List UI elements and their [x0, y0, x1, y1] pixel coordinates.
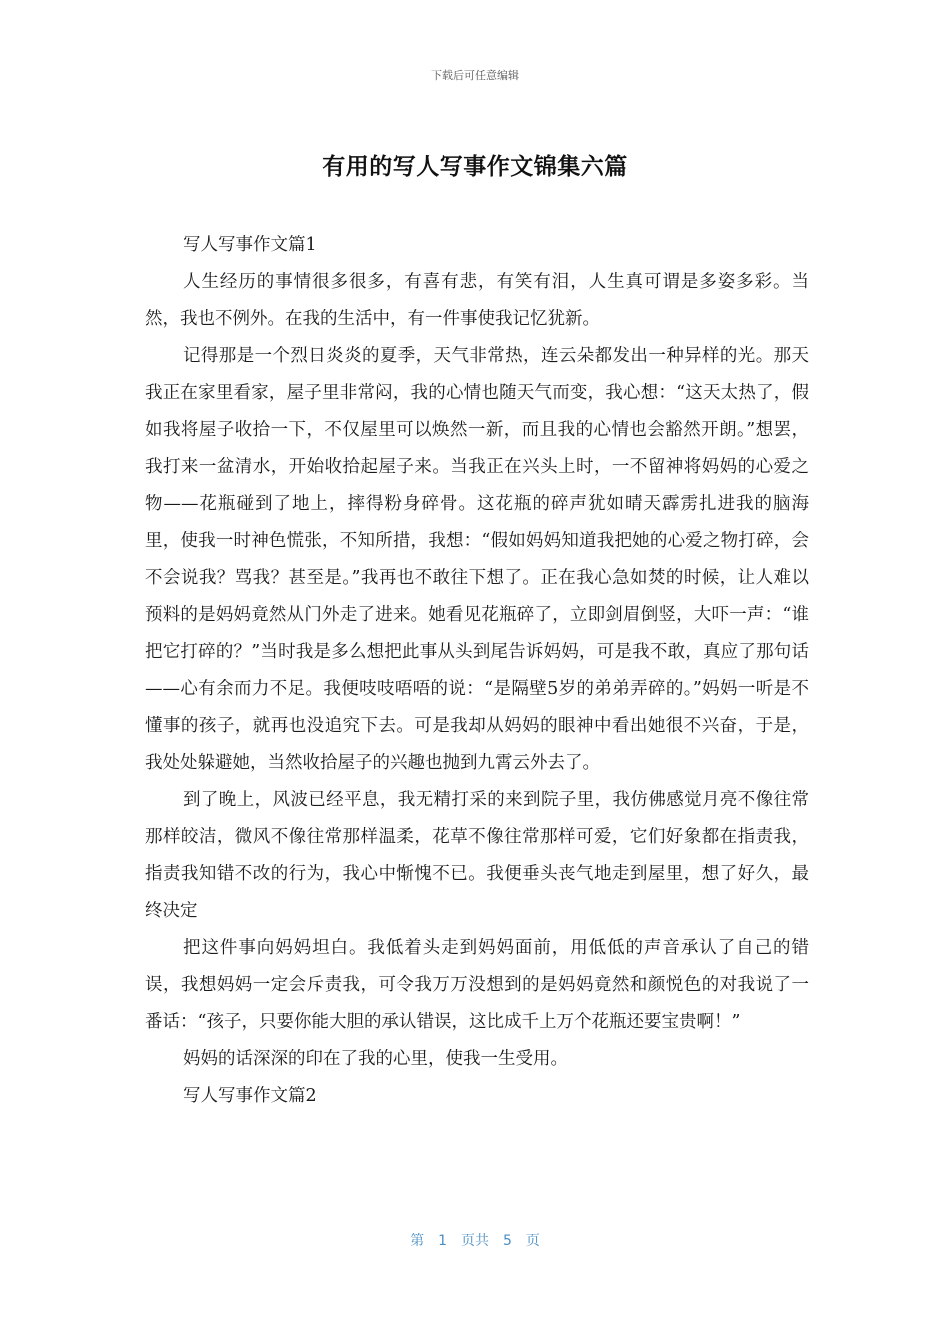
footer-middle: 页共: [461, 1233, 489, 1249]
total-pages-number: 5: [503, 1233, 512, 1249]
footer-suffix: 页: [525, 1233, 540, 1249]
current-page-number: 1: [438, 1233, 447, 1249]
section-heading: 写人写事作文篇1: [183, 235, 317, 255]
page-footer: [0, 1230, 950, 1250]
paragraph: 人生经历的事情很多很多，有喜有悲，有笑有泪，人生真可谓是多姿多彩。当然，我也不例外。在我的生活中，有一件事使我记忆犹新。: [145, 272, 809, 329]
paragraph: 到了晚上，风波已经平息，我无精打采的来到院子里，我仿佛感觉月亮不像往常那样皎洁，微风不像往常那样温柔，花草不像往常那样可爱，它们好象都在指责我，指责我知错不改的行为，我心中惭愧不已。我便垂头丧气地走到屋里，想了好久，最终决定: [145, 790, 809, 921]
paragraph: 妈妈的话深深的印在了我的心里，使我一生受用。: [183, 1049, 568, 1069]
paragraph: 把这件事向妈妈坦白。我低着头走到妈妈面前，用低低的声音承认了自己的错误，我想妈妈一定会斥责我，可令我万万没想到的是妈妈竟然和颜悦色的对我说了一番话：“孩子，只要你能大胆的承认错误，这比成千上万个花瓶还要宝贵啊！”: [145, 938, 809, 1032]
document-body: [145, 227, 809, 1115]
footer-prefix: 第: [410, 1233, 425, 1249]
section-heading: 写人写事作文篇2: [183, 1086, 317, 1106]
page-header-note: 下载后可任意编辑: [431, 69, 519, 82]
paragraph: 记得那是一个烈日炎炎的夏季，天气非常热，连云朵都发出一种异样的光。那天我正在家里看家，屋子里非常闷，我的心情也随天气而变，我心想：“这天太热了，假如我将屋子收拾一下，不仅屋里可以焕然一新，而且我的心情也会豁然开朗。”想罢，我打来一盆清水，开始收拾起屋子来。当我正在兴头上时，一不留神将妈妈的心爱之物——花瓶碰到了地上，摔得粉身碎骨。这花瓶的碎声犹如晴天霹雳扎进我的脑海里，使我一时神色慌张，不知所措，我想：“假如妈妈知道我把她的心爱之物打碎，会不会说我？骂我？甚至是。”我再也不敢往下想了。正在我心急如焚的时候，让人难以预料的是妈妈竟然从门外走了进来。她看见花瓶碎了，立即剑眉倒竖，大吓一声：“谁把它打碎的？”当时我是多么想把此事从头到尾告诉妈妈，可是我不敢，真应了那句话——心有余而力不足。我便吱吱唔唔的说：“是隔壁5岁的弟弟弄碎的。”妈妈一听是不懂事的孩子，就再也没追究下去。可是我却从妈妈的眼神中看出她很不兴奋，于是，我处处躲避她，当然收拾屋子的兴趣也抛到九霄云外去了。: [145, 346, 809, 773]
document-title: 有用的写人写事作文锦集六篇: [322, 154, 628, 180]
